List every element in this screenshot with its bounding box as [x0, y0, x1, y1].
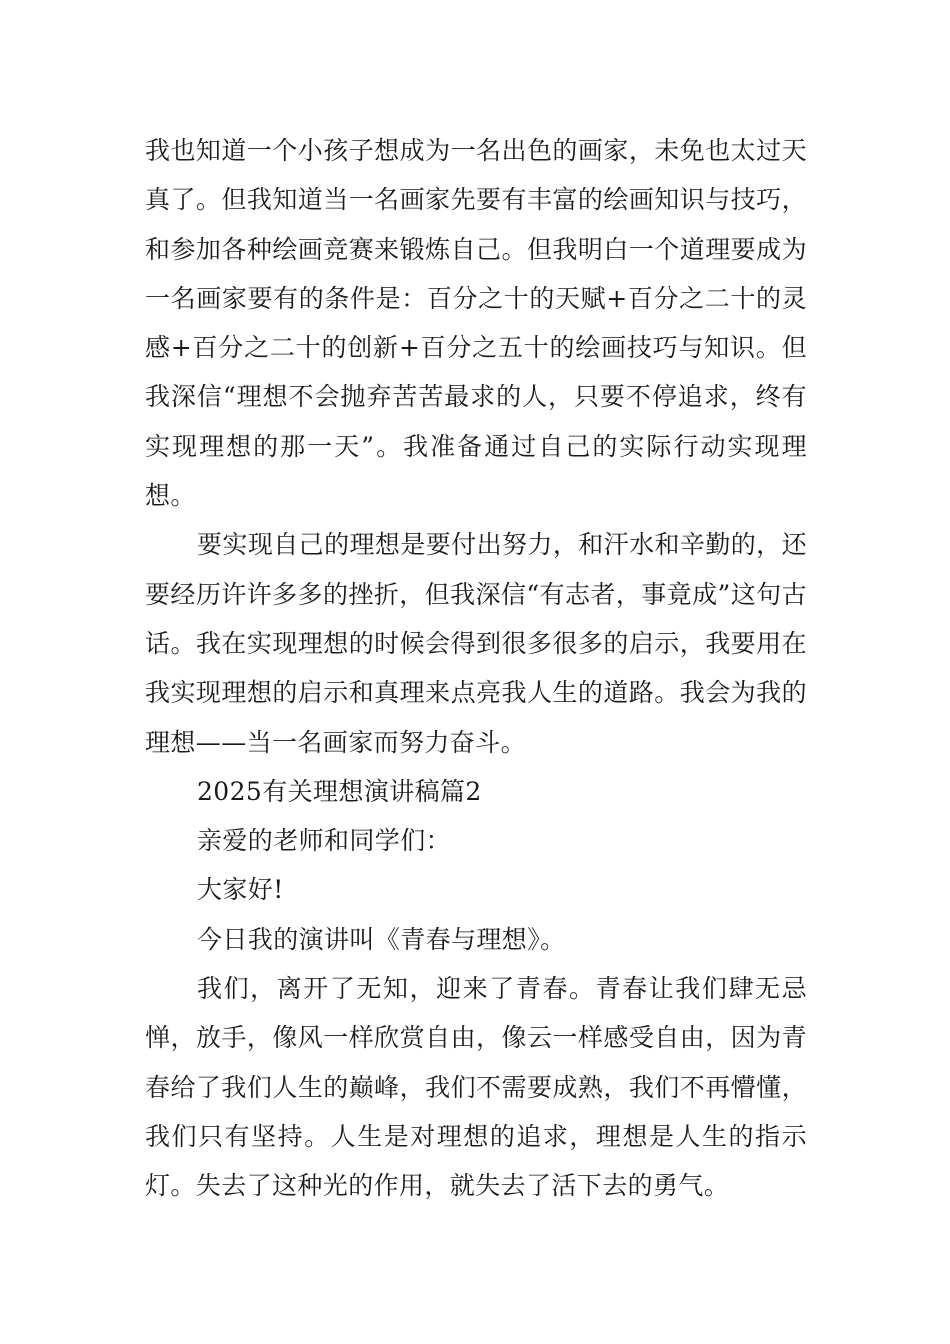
paragraph-youth: 我们，离开了无知，迎来了青春。青春让我们肆无忌惮，放手，像风一样欣赏自由，像云一样感受自由，因为青春给了我们人生的巅峰，我们不需要成熟，我们不再懵懂，我们只有坚持。人生是对理想的追求，理想是人生的指示灯。失去了这种光的作用，就失去了活下去的勇气。: [145, 974, 807, 1201]
paragraph-painter-dream: 我也知道一个小孩子想成为一名出色的画家，未免也太过天真了。但我知道当一名画家先要有丰富的绘画知识与技巧，和参加各种绘画竞赛来锻炼自己。但我明白一个道理要成为一名画家要有的条件是：百分之十的天赋+百分之二十的灵感+百分之二十的创新+百分之五十的绘画技巧与知识。但我深信“理想不会抛弃苦苦最求的人，只要不停追求，终有实现理想的那一天”。我准备通过自己的实际行动实现理想。: [145, 136, 807, 511]
paragraph-speech-title: 今日我的演讲叫《青春与理想》。: [197, 924, 566, 954]
paragraph-hello: 大家好!: [197, 875, 284, 905]
paragraph-effort: 要实现自己的理想是要付出努力，和汗水和辛勤的，还要经历许许多多的挫折，但我深信“有志者，事竟成”这句古话。我在实现理想的时候会得到很多很多的启示，我要用在我实现理想的启示和真理来点亮我人生的道路。我会为我的理想——当一名画家而努力奋斗。: [145, 530, 807, 757]
document-body: [145, 126, 807, 1211]
section-heading-speech-2: 2025有关理想演讲稿篇2: [197, 776, 482, 806]
paragraph-greeting-teachers: 亲爱的老师和同学们：: [197, 826, 452, 856]
